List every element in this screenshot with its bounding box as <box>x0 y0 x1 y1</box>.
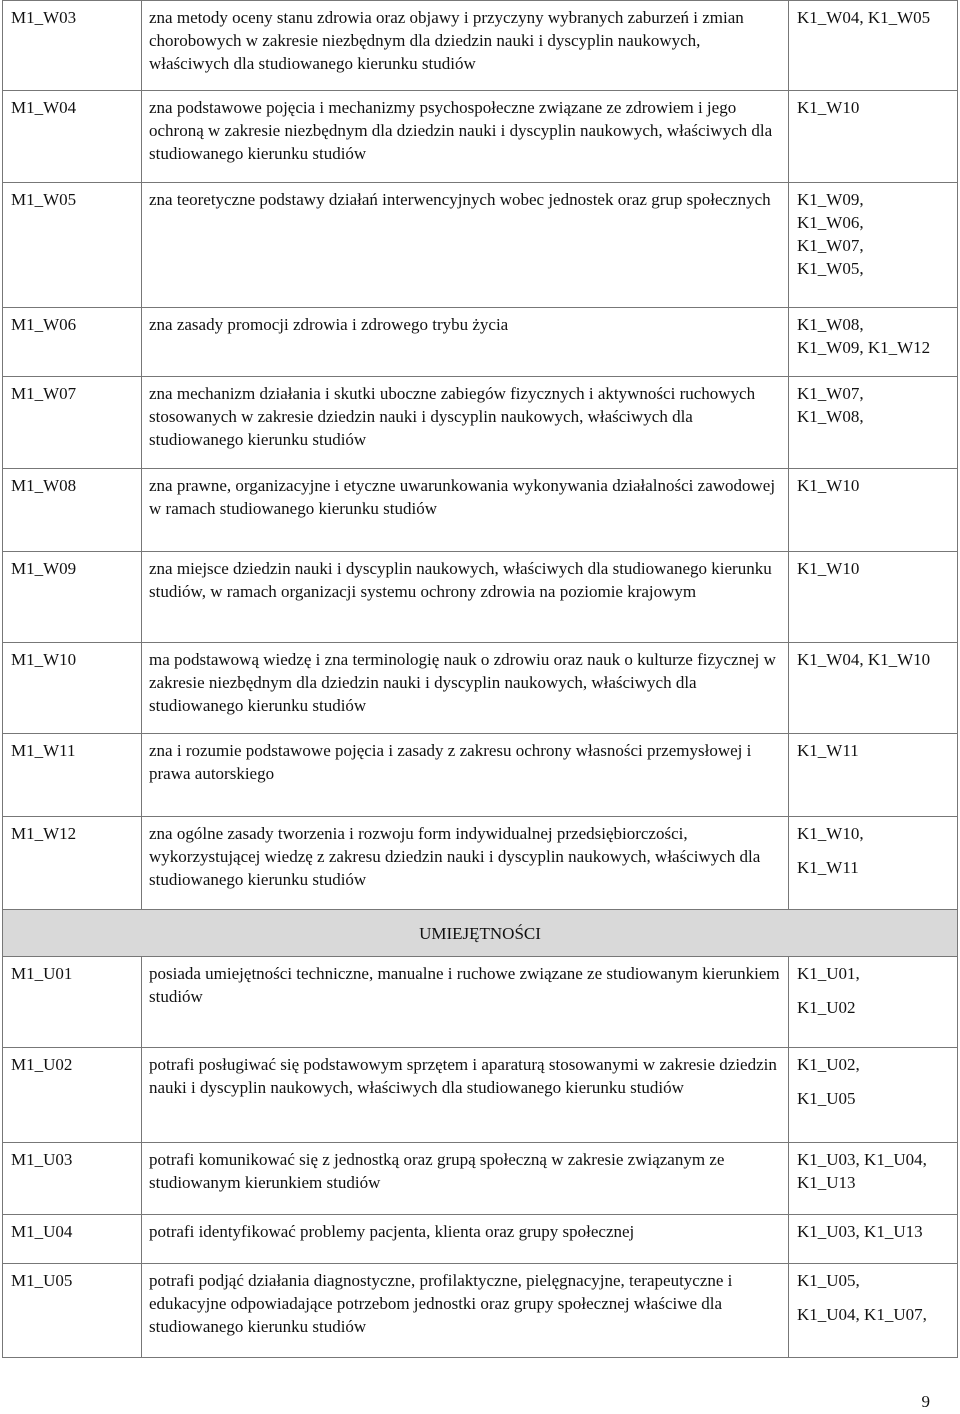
table-row <box>3 469 958 552</box>
reference-code: K1_U03, K1_U13 <box>797 1222 923 1241</box>
table-row <box>3 817 958 910</box>
reference-cell <box>789 91 958 183</box>
table-row <box>3 183 958 308</box>
reference-cell <box>789 957 958 1048</box>
description-cell: potrafi podjąć działania diagnostyczne, profilaktyczne, pielęgnacyjne, terapeutyczne i edukacyjne odpowiadające potrzebom jednostki oraz grupy społecznej właściwe dla studiowanego kierunku studiów <box>142 1264 789 1358</box>
table-row <box>3 1 958 91</box>
code-cell: M1_U02 <box>3 1048 142 1143</box>
description-cell: zna zasady promocji zdrowia i zdrowego trybu życia <box>142 308 789 377</box>
reference-cell <box>789 1264 958 1358</box>
section-title: UMIEJĘTNOŚCI <box>3 910 958 957</box>
reference-code: K1_W05, <box>797 259 864 278</box>
reference-code: K1_W07, <box>797 384 864 403</box>
table-row <box>3 1264 958 1358</box>
code-cell: M1_W04 <box>3 91 142 183</box>
reference-code: K1_W07, <box>797 236 864 255</box>
reference-cell <box>789 183 958 308</box>
reference-code: K1_U05, <box>797 1271 860 1290</box>
reference-code: K1_U04, K1_U07, <box>797 1305 927 1324</box>
reference-cell <box>789 1048 958 1143</box>
code-cell: M1_U01 <box>3 957 142 1048</box>
reference-code: K1_W10 <box>797 98 860 117</box>
description-cell: zna mechanizm działania i skutki uboczne zabiegów fizycznych i aktywności ruchowych stosowanych w zakresie dziedzin nauki i dyscyplin naukowych, właściwych dla studiowanego kierunku studiów <box>142 377 789 469</box>
reference-code: K1_W08, <box>797 315 864 334</box>
reference-code: K1_W09, K1_W12 <box>797 338 931 357</box>
reference-cell <box>789 552 958 643</box>
code-cell: M1_W09 <box>3 552 142 643</box>
reference-code: K1_U03, K1_U04, <box>797 1150 927 1169</box>
description-cell: ma podstawową wiedzę i zna terminologię nauk o zdrowiu oraz nauk o kulturze fizycznej w zakresie niezbędnym dla dziedzin nauki i dyscyplin naukowych, właściwych dla studiowanego kierunku studiów <box>142 643 789 734</box>
description-cell: potrafi posługiwać się podstawowym sprzętem i aparaturą stosowanymi w zakresie dziedzin nauki i dyscyplin naukowych, właściwych dla studiowanego kierunku studiów <box>142 1048 789 1143</box>
table-row <box>3 1048 958 1143</box>
reference-cell <box>789 1215 958 1264</box>
table-row <box>3 957 958 1048</box>
reference-code: K1_U01, <box>797 964 860 983</box>
reference-code: K1_W04, K1_W05 <box>797 8 931 27</box>
description-cell: zna prawne, organizacyjne i etyczne uwarunkowania wykonywania działalności zawodowej w ramach studiowanego kierunku studiów <box>142 469 789 552</box>
description-cell: zna metody oceny stanu zdrowia oraz objawy i przyczyny wybranych zaburzeń i zmian chorobowych w zakresie niezbędnym dla dziedzin nauki i dyscyplin naukowych, właściwych dla studiowanego kierunku studiów <box>142 1 789 91</box>
description-cell: zna teoretyczne podstawy działań interwencyjnych wobec jednostek oraz grup społecznych <box>142 183 789 308</box>
reference-code: K1_W08, <box>797 407 864 426</box>
code-cell: M1_W12 <box>3 817 142 910</box>
reference-code: K1_W06, <box>797 213 864 232</box>
table-row <box>3 1143 958 1215</box>
reference-cell <box>789 643 958 734</box>
table-row <box>3 643 958 734</box>
reference-code: K1_U02, <box>797 1055 860 1074</box>
reference-cell <box>789 1 958 91</box>
reference-cell <box>789 817 958 910</box>
page-number: 9 <box>921 1392 930 1411</box>
reference-code: K1_U05 <box>797 1089 856 1108</box>
code-cell: M1_W06 <box>3 308 142 377</box>
reference-cell <box>789 308 958 377</box>
table-row <box>3 734 958 817</box>
code-cell: M1_W05 <box>3 183 142 308</box>
reference-code: K1_W10, <box>797 824 864 843</box>
outcomes-table <box>2 0 958 1358</box>
code-cell: M1_W11 <box>3 734 142 817</box>
code-cell: M1_U05 <box>3 1264 142 1358</box>
table-row <box>3 91 958 183</box>
code-cell: M1_W08 <box>3 469 142 552</box>
reference-code: K1_W09, <box>797 190 864 209</box>
reference-code: K1_W04, K1_W10 <box>797 650 931 669</box>
reference-code: K1_U02 <box>797 998 856 1017</box>
reference-code: K1_W10 <box>797 559 860 578</box>
description-cell: zna podstawowe pojęcia i mechanizmy psychospołeczne związane ze zdrowiem i jego ochroną w zakresie niezbędnym dla dziedzin nauki i dyscyplin naukowych, właściwych dla studiowanego kierunku studiów <box>142 91 789 183</box>
reference-cell <box>789 734 958 817</box>
reference-code: K1_W11 <box>797 858 859 877</box>
reference-cell <box>789 469 958 552</box>
reference-code: K1_U13 <box>797 1173 856 1192</box>
description-cell: zna ogólne zasady tworzenia i rozwoju form indywidualnej przedsiębiorczości, wykorzystującej wiedzę z zakresu dziedzin nauki i dyscyplin naukowych, właściwych dla studiowanego kierunku studiów <box>142 817 789 910</box>
description-cell: potrafi komunikować się z jednostką oraz grupą społeczną w zakresie związanym ze studiowanym kierunkiem studiów <box>142 1143 789 1215</box>
code-cell: M1_U03 <box>3 1143 142 1215</box>
table-row <box>3 308 958 377</box>
table-row <box>3 552 958 643</box>
section-header-row <box>3 910 958 957</box>
code-cell: M1_U04 <box>3 1215 142 1264</box>
reference-code: K1_W10 <box>797 476 860 495</box>
reference-cell <box>789 377 958 469</box>
description-cell: potrafi identyfikować problemy pacjenta, klienta oraz grupy społecznej <box>142 1215 789 1264</box>
description-cell: zna miejsce dziedzin nauki i dyscyplin naukowych, właściwych dla studiowanego kierunku studiów, w ramach organizacji systemu ochrony zdrowia na poziomie krajowym <box>142 552 789 643</box>
code-cell: M1_W03 <box>3 1 142 91</box>
code-cell: M1_W07 <box>3 377 142 469</box>
reference-cell <box>789 1143 958 1215</box>
description-cell: zna i rozumie podstawowe pojęcia i zasady z zakresu ochrony własności przemysłowej i prawa autorskiego <box>142 734 789 817</box>
description-cell: posiada umiejętności techniczne, manualne i ruchowe związane ze studiowanym kierunkiem studiów <box>142 957 789 1048</box>
reference-code: K1_W11 <box>797 741 859 760</box>
code-cell: M1_W10 <box>3 643 142 734</box>
table-row <box>3 377 958 469</box>
table-row <box>3 1215 958 1264</box>
